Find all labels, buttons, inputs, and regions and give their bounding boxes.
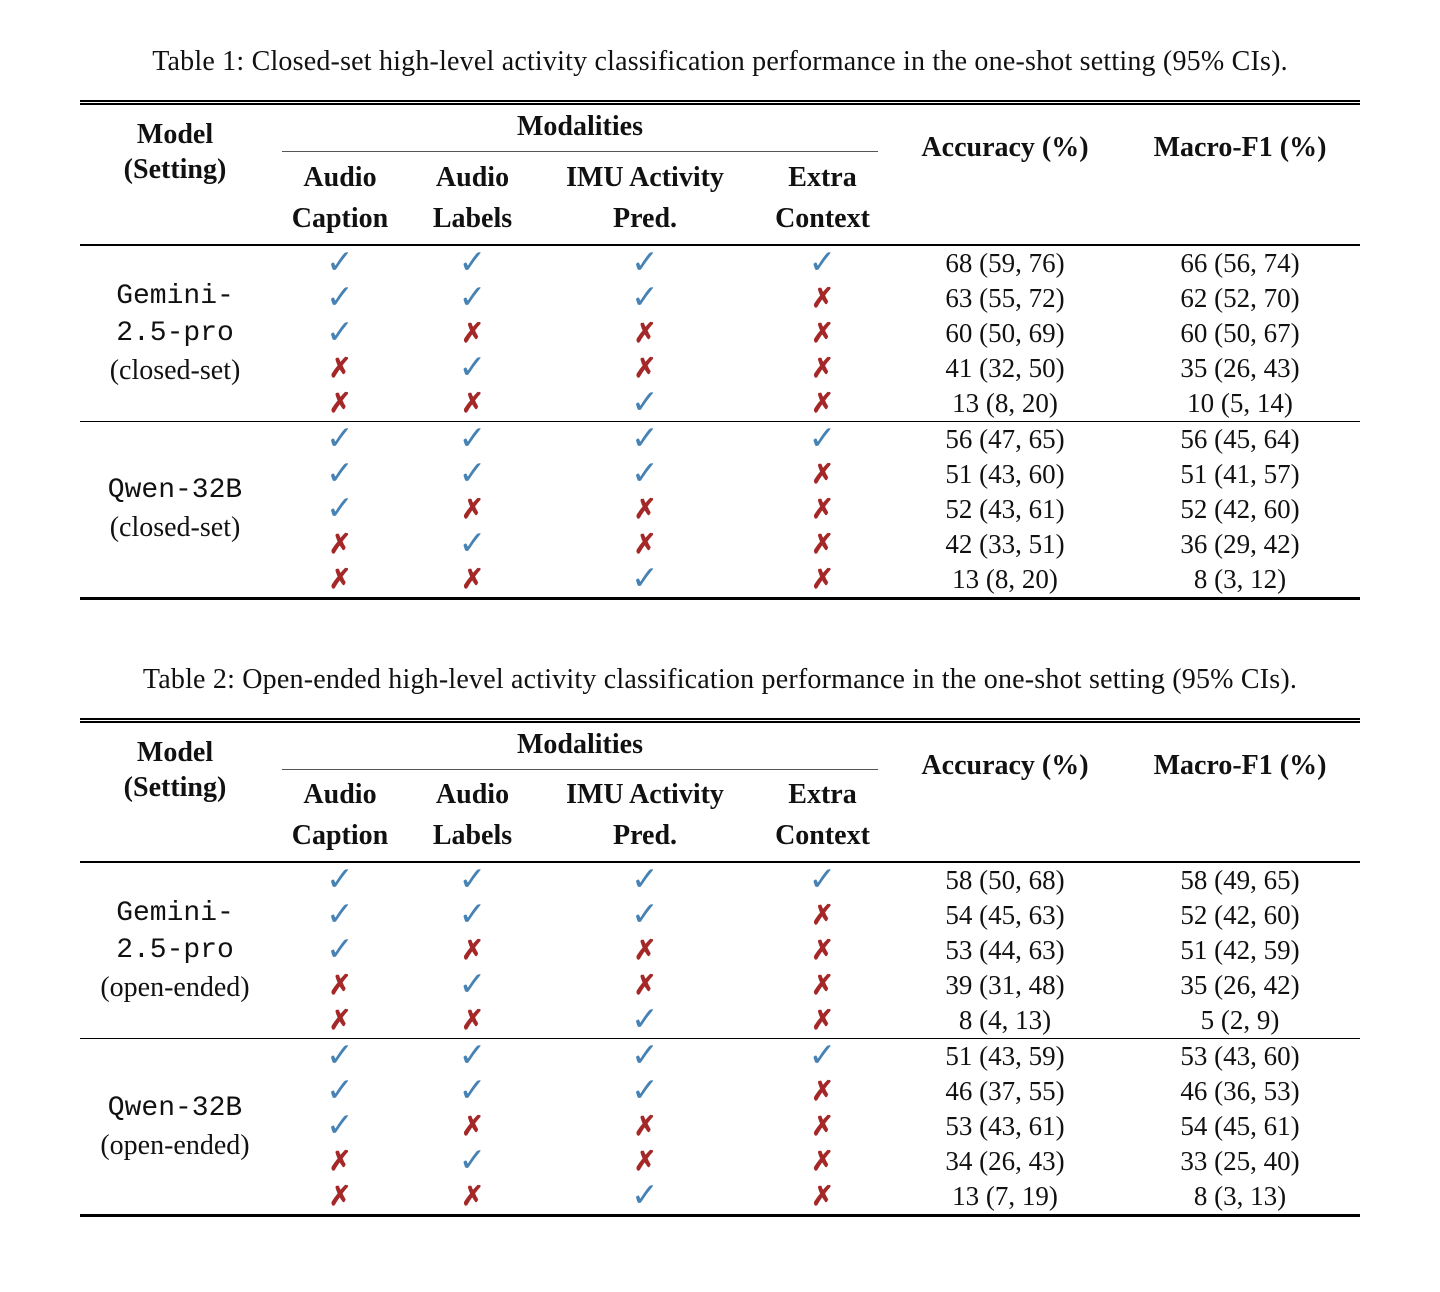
- cross-icon: ✗: [461, 1005, 484, 1035]
- macro-f1-value: 36 (29, 42): [1180, 528, 1300, 559]
- table-row: [80, 492, 1360, 527]
- modality-cell-audio-caption: [270, 457, 410, 492]
- accuracy-value: 8 (4, 13): [890, 1003, 1120, 1039]
- macro-f1-value: 58 (49, 65): [1180, 865, 1300, 895]
- modality-cell-imu-activity-pred: [535, 933, 755, 968]
- accuracy-value: 42 (33, 51): [945, 528, 1065, 559]
- modality-cell-audio-labels: [410, 527, 535, 562]
- modality-header-line-1: IMU Activity: [566, 779, 724, 810]
- modality-header-line-1: Audio: [435, 779, 510, 810]
- header-row-top: [80, 103, 1360, 153]
- column-header-macro-f1: Macro-F1 (%): [1120, 720, 1360, 862]
- table-row: [80, 351, 1360, 386]
- modality-cell-audio-caption: [270, 1109, 410, 1144]
- macro-f1-value: 66 (56, 74): [1180, 247, 1300, 278]
- modality-cell-imu-activity-pred: [535, 1039, 755, 1075]
- table-row: [80, 968, 1360, 1003]
- modality-header-line-1: Extra: [788, 161, 857, 193]
- cross-icon: ✗: [811, 1076, 834, 1106]
- modality-cell-imu-activity-pred: [535, 1003, 755, 1039]
- modality-header-line-2: Context: [775, 820, 870, 851]
- modality-cell-imu-activity-pred: [535, 421, 755, 457]
- macro-f1-value: 35 (26, 43): [1180, 352, 1300, 383]
- macro-f1-value: 8 (3, 12): [1193, 563, 1287, 594]
- modality-cell-audio-labels: [410, 1109, 535, 1144]
- cross-icon: ✗: [633, 935, 657, 965]
- check-icon: ✓: [631, 1178, 659, 1214]
- column-header-imu-activity-pred: [535, 153, 755, 245]
- check-icon: ✓: [458, 455, 487, 492]
- check-icon: ✓: [326, 897, 354, 933]
- column-header-accuracy: Accuracy (%): [890, 103, 1120, 245]
- modality-cell-extra-context: [755, 862, 890, 898]
- table-1-section: [0, 46, 1440, 600]
- table-row: [80, 898, 1360, 933]
- model-group: [80, 1039, 1360, 1216]
- modality-cell-imu-activity-pred: [535, 351, 755, 386]
- check-icon: ✓: [458, 1038, 487, 1074]
- modality-cell-extra-context: [755, 898, 890, 933]
- modality-cell-audio-labels: [410, 562, 535, 599]
- macro-f1-value: 8 (3, 13): [1193, 1181, 1287, 1211]
- modality-cell-extra-context: [755, 562, 890, 599]
- modality-cell-audio-labels: [410, 1074, 535, 1109]
- modality-cell-audio-labels: [410, 968, 535, 1003]
- modality-cell-audio-caption: [270, 492, 410, 527]
- modality-header-line-2: Context: [775, 202, 870, 234]
- modality-cell-audio-caption: [270, 351, 410, 386]
- cross-icon: ✗: [461, 387, 484, 418]
- model-setting-line: (open-ended): [100, 1129, 250, 1161]
- model-setting-line: (closed-set): [109, 512, 241, 543]
- column-header-extra-context: [755, 770, 890, 862]
- check-icon: ✓: [631, 1038, 659, 1074]
- column-header-model: [80, 720, 270, 862]
- model-header-line-1: Model: [136, 736, 214, 768]
- column-header-modalities: [270, 103, 890, 153]
- modality-cell-audio-labels: [410, 1179, 535, 1216]
- cross-icon: ✗: [461, 317, 484, 348]
- modality-cell-imu-activity-pred: [535, 562, 755, 599]
- accuracy-value: 41 (32, 50): [945, 352, 1065, 383]
- table-1-caption: Table 1: Closed-set high-level activity classification performance in the one-shot setting (95% CIs).: [152, 46, 1288, 77]
- check-icon: ✓: [631, 279, 659, 316]
- check-icon: ✓: [631, 455, 659, 492]
- modality-cell-imu-activity-pred: [535, 968, 755, 1003]
- modality-cell-audio-labels: [410, 457, 535, 492]
- cross-icon: ✗: [633, 528, 657, 559]
- check-icon: ✓: [458, 1073, 487, 1109]
- check-icon: ✓: [326, 314, 354, 351]
- table-row: [80, 562, 1360, 599]
- modality-cell-audio-labels: [410, 281, 535, 316]
- column-header-audio-labels: [410, 770, 535, 862]
- check-icon: ✓: [458, 897, 487, 933]
- table-row: [80, 457, 1360, 492]
- macro-f1-value: 54 (45, 61): [1180, 1111, 1300, 1141]
- modality-cell-imu-activity-pred: [535, 281, 755, 316]
- table-header: [80, 720, 1360, 862]
- accuracy-value: 63 (55, 72): [945, 282, 1065, 313]
- modality-cell-audio-labels: [410, 386, 535, 422]
- table-row: [80, 386, 1360, 422]
- table-row: [80, 1144, 1360, 1179]
- column-header-imu-activity-pred: [535, 770, 755, 862]
- modality-header-line-2: Pred.: [612, 820, 678, 851]
- modality-cell-audio-labels: [410, 933, 535, 968]
- cross-icon: ✗: [811, 900, 834, 930]
- modality-cell-audio-caption: [270, 1074, 410, 1109]
- cross-icon: ✗: [461, 563, 484, 594]
- check-icon: ✓: [458, 967, 487, 1003]
- modality-cell-extra-context: [755, 492, 890, 527]
- modality-cell-audio-labels: [410, 421, 535, 457]
- table-2-caption: Table 2: Open-ended high-level activity classification performance in the one-shot setting (95% CIs).: [142, 663, 1298, 695]
- modality-cell-imu-activity-pred: [535, 862, 755, 898]
- table-row: [80, 1074, 1360, 1109]
- cross-icon: ✗: [633, 970, 657, 1000]
- model-header-line-2: (Setting): [123, 154, 227, 185]
- accuracy-value: 39 (31, 48): [945, 970, 1065, 1000]
- cross-icon: ✗: [461, 1111, 484, 1141]
- modality-cell-audio-caption: [270, 527, 410, 562]
- modality-header-line-1: Audio: [303, 161, 377, 193]
- modality-header-line-2: Labels: [432, 820, 513, 851]
- modality-cell-audio-caption: [270, 281, 410, 316]
- modality-cell-extra-context: [755, 968, 890, 1003]
- table-header: [80, 103, 1360, 245]
- modality-cell-audio-caption: [270, 386, 410, 422]
- accuracy-value: 52 (43, 61): [945, 493, 1065, 524]
- cross-icon: ✗: [811, 317, 834, 348]
- accuracy-value: 60 (50, 69): [945, 317, 1065, 348]
- check-icon: ✓: [631, 1073, 659, 1109]
- column-header-audio-caption: [270, 770, 410, 862]
- check-icon: ✓: [631, 1002, 659, 1038]
- modalities-label: Modalities: [517, 728, 643, 760]
- model-name-line: Qwen-32B: [107, 1092, 243, 1124]
- check-icon: ✓: [326, 455, 354, 492]
- model-name-cell: [80, 862, 270, 1039]
- cross-icon: ✗: [328, 1146, 352, 1176]
- macro-f1-value: 35 (26, 42): [1180, 970, 1300, 1000]
- modality-header-line-1: Extra: [788, 779, 857, 810]
- cross-icon: ✗: [811, 1005, 834, 1035]
- modality-cell-extra-context: [755, 1144, 890, 1179]
- model-group: [80, 245, 1360, 422]
- model-setting-line: (closed-set): [109, 354, 241, 386]
- macro-f1-value: 46 (36, 53): [1180, 1076, 1300, 1106]
- cross-icon: ✗: [328, 1181, 352, 1211]
- modality-cell-imu-activity-pred: [535, 245, 755, 281]
- model-name-cell: [80, 421, 270, 598]
- accuracy-value: 56 (47, 65): [945, 423, 1065, 454]
- modality-cell-extra-context: [755, 1179, 890, 1216]
- accuracy-value: 34 (26, 43): [945, 1146, 1065, 1176]
- cross-icon: ✗: [633, 1111, 657, 1141]
- model-name-cell: [80, 245, 270, 422]
- modality-cell-audio-caption: [270, 968, 410, 1003]
- check-icon: ✓: [458, 862, 487, 898]
- modality-cell-audio-caption: [270, 933, 410, 968]
- accuracy-value: 53 (44, 63): [945, 935, 1065, 965]
- check-icon: ✓: [631, 560, 659, 597]
- macro-f1-value: 62 (52, 70): [1180, 282, 1300, 313]
- modality-cell-audio-labels: [410, 316, 535, 351]
- cross-icon: ✗: [811, 458, 834, 489]
- cross-icon: ✗: [328, 1005, 352, 1035]
- check-icon: ✓: [458, 1143, 487, 1179]
- modality-cell-audio-caption: [270, 1144, 410, 1179]
- model-header-line-1: Model: [136, 119, 214, 150]
- modality-cell-imu-activity-pred: [535, 1074, 755, 1109]
- cross-icon: ✗: [461, 493, 484, 524]
- modality-cell-extra-context: [755, 457, 890, 492]
- header-row-top: [80, 720, 1360, 770]
- column-header-audio-caption: [270, 153, 410, 245]
- check-icon: ✓: [808, 1038, 837, 1074]
- accuracy-value: 13 (8, 20): [952, 563, 1058, 594]
- table-row: [80, 281, 1360, 316]
- model-name-line: Qwen-32B: [107, 475, 243, 506]
- cross-icon: ✗: [811, 563, 834, 594]
- check-icon: ✓: [808, 862, 837, 898]
- table-row: [80, 1039, 1360, 1075]
- table-row: [80, 1179, 1360, 1216]
- cross-icon: ✗: [811, 528, 834, 559]
- modality-cell-audio-caption: [270, 1003, 410, 1039]
- table-row: [80, 1003, 1360, 1039]
- table-row: [80, 527, 1360, 562]
- cross-icon: ✗: [811, 1111, 834, 1141]
- check-icon: ✓: [326, 279, 354, 316]
- macro-f1-value: 51 (42, 59): [1180, 935, 1300, 965]
- cross-icon: ✗: [811, 1181, 834, 1211]
- cross-icon: ✗: [633, 1146, 657, 1176]
- modality-cell-audio-labels: [410, 492, 535, 527]
- modality-cell-extra-context: [755, 421, 890, 457]
- model-group: [80, 421, 1360, 598]
- modality-cell-extra-context: [755, 933, 890, 968]
- column-header-model: [80, 103, 270, 245]
- cross-icon: ✗: [811, 282, 834, 313]
- check-icon: ✓: [326, 932, 354, 968]
- modality-header-line-1: Audio: [435, 161, 510, 193]
- table-2-section: [0, 664, 1440, 1218]
- model-name-line: Gemini-: [116, 898, 234, 929]
- column-header-extra-context: [755, 153, 890, 245]
- cross-icon: ✗: [328, 970, 352, 1000]
- modality-cell-imu-activity-pred: [535, 492, 755, 527]
- model-name-cell: [80, 1039, 270, 1216]
- modality-cell-extra-context: [755, 351, 890, 386]
- cross-icon: ✗: [811, 935, 834, 965]
- cross-icon: ✗: [811, 1146, 834, 1176]
- modality-cell-imu-activity-pred: [535, 527, 755, 562]
- table-2: [80, 718, 1360, 1218]
- macro-f1-value: 5 (2, 9): [1120, 1003, 1360, 1039]
- column-header-modalities: [270, 720, 890, 770]
- modality-cell-audio-caption: [270, 898, 410, 933]
- cross-icon: ✗: [633, 352, 657, 383]
- modality-cell-audio-labels: [410, 1039, 535, 1075]
- model-name-line: Gemini-: [116, 280, 234, 312]
- accuracy-value: 51 (43, 59): [945, 1041, 1065, 1071]
- cross-icon: ✗: [633, 317, 657, 348]
- accuracy-value: 68 (59, 76): [945, 247, 1065, 278]
- modality-cell-imu-activity-pred: [535, 1144, 755, 1179]
- column-header-audio-labels: [410, 153, 535, 245]
- macro-f1-value: 51 (41, 57): [1180, 458, 1300, 489]
- cross-icon: ✗: [328, 528, 352, 559]
- modality-cell-audio-caption: [270, 421, 410, 457]
- modality-header-line-1: Audio: [303, 779, 377, 810]
- table-row: [80, 421, 1360, 457]
- check-icon: ✓: [458, 279, 487, 316]
- cross-icon: ✗: [328, 387, 352, 418]
- modality-cell-audio-labels: [410, 1003, 535, 1039]
- accuracy-value: 58 (50, 68): [945, 865, 1065, 895]
- check-icon: ✓: [326, 862, 354, 898]
- modality-cell-extra-context: [755, 527, 890, 562]
- modality-cell-extra-context: [755, 245, 890, 281]
- cross-icon: ✗: [328, 352, 352, 383]
- modality-cell-imu-activity-pred: [535, 457, 755, 492]
- macro-f1-value: 52 (42, 60): [1180, 493, 1300, 524]
- accuracy-value: 51 (43, 60): [945, 458, 1065, 489]
- modality-cell-imu-activity-pred: [535, 1179, 755, 1216]
- modality-cell-extra-context: [755, 316, 890, 351]
- check-icon: ✓: [326, 1073, 354, 1109]
- modality-cell-extra-context: [755, 1003, 890, 1039]
- modalities-label: Modalities: [517, 111, 643, 142]
- table-row: [80, 862, 1360, 898]
- check-icon: ✓: [326, 244, 354, 281]
- modality-cell-audio-caption: [270, 316, 410, 351]
- check-icon: ✓: [458, 244, 487, 281]
- accuracy-value: 46 (37, 55): [945, 1076, 1065, 1106]
- modality-cell-extra-context: [755, 1109, 890, 1144]
- accuracy-value: 13 (7, 19): [952, 1181, 1058, 1211]
- model-name-line: 2.5-pro: [116, 317, 234, 349]
- table-1: [80, 100, 1360, 600]
- model-name-line: 2.5-pro: [116, 935, 234, 966]
- macro-f1-value: 56 (45, 64): [1180, 423, 1300, 454]
- modality-cell-extra-context: [755, 1039, 890, 1075]
- cross-icon: ✗: [461, 935, 484, 965]
- column-header-macro-f1: Macro-F1 (%): [1120, 103, 1360, 245]
- modality-header-line-1: IMU Activity: [566, 161, 724, 193]
- modality-cell-extra-context: [755, 1074, 890, 1109]
- check-icon: ✓: [326, 420, 354, 457]
- cross-icon: ✗: [811, 970, 834, 1000]
- table-row: [80, 316, 1360, 351]
- check-icon: ✓: [631, 420, 659, 457]
- modality-cell-extra-context: [755, 281, 890, 316]
- accuracy-value: 53 (43, 61): [945, 1111, 1065, 1141]
- modality-cell-audio-labels: [410, 862, 535, 898]
- cross-icon: ✗: [811, 493, 834, 524]
- macro-f1-value: 60 (50, 67): [1180, 317, 1300, 348]
- modality-cell-audio-labels: [410, 898, 535, 933]
- macro-f1-value: 10 (5, 14): [1120, 386, 1360, 422]
- cross-icon: ✗: [811, 387, 834, 418]
- modality-cell-imu-activity-pred: [535, 316, 755, 351]
- modality-header-line-2: Labels: [432, 202, 513, 234]
- cross-icon: ✗: [461, 1181, 484, 1211]
- macro-f1-value: 33 (25, 40): [1180, 1146, 1300, 1176]
- modality-cell-audio-labels: [410, 245, 535, 281]
- modality-cell-audio-caption: [270, 1039, 410, 1075]
- accuracy-value: 54 (45, 63): [945, 900, 1065, 930]
- macro-f1-value: 52 (42, 60): [1180, 900, 1300, 930]
- check-icon: ✓: [808, 420, 837, 457]
- cross-icon: ✗: [328, 563, 352, 594]
- check-icon: ✓: [458, 525, 487, 562]
- check-icon: ✓: [326, 490, 354, 527]
- check-icon: ✓: [326, 1108, 354, 1144]
- model-group: [80, 862, 1360, 1039]
- modality-cell-audio-caption: [270, 245, 410, 281]
- modality-header-line-2: Caption: [291, 202, 389, 234]
- modality-cell-audio-caption: [270, 1179, 410, 1216]
- check-icon: ✓: [458, 420, 487, 457]
- check-icon: ✓: [631, 862, 659, 898]
- check-icon: ✓: [631, 897, 659, 933]
- accuracy-value: 13 (8, 20): [890, 386, 1120, 422]
- table-row: [80, 245, 1360, 281]
- check-icon: ✓: [631, 244, 659, 281]
- modality-cell-imu-activity-pred: [535, 1109, 755, 1144]
- check-icon: ✓: [458, 349, 487, 386]
- check-icon: ✓: [808, 244, 837, 281]
- model-header-line-2: (Setting): [123, 771, 227, 803]
- cross-icon: ✗: [633, 493, 657, 524]
- modality-cell-audio-labels: [410, 351, 535, 386]
- column-header-accuracy: Accuracy (%): [890, 720, 1120, 862]
- macro-f1-value: 53 (43, 60): [1180, 1041, 1300, 1071]
- modality-cell-imu-activity-pred: [535, 386, 755, 422]
- cross-icon: ✗: [811, 352, 834, 383]
- modality-cell-imu-activity-pred: [535, 898, 755, 933]
- table-row: [80, 933, 1360, 968]
- modality-header-line-2: Pred.: [612, 202, 678, 234]
- model-setting-line: (open-ended): [100, 972, 250, 1003]
- table-row: [80, 1109, 1360, 1144]
- modality-cell-audio-caption: [270, 562, 410, 599]
- modality-header-line-2: Caption: [291, 820, 389, 851]
- modality-cell-audio-caption: [270, 862, 410, 898]
- modality-cell-audio-labels: [410, 1144, 535, 1179]
- check-icon: ✓: [326, 1038, 354, 1074]
- check-icon: ✓: [631, 384, 659, 421]
- modality-cell-extra-context: [755, 386, 890, 422]
